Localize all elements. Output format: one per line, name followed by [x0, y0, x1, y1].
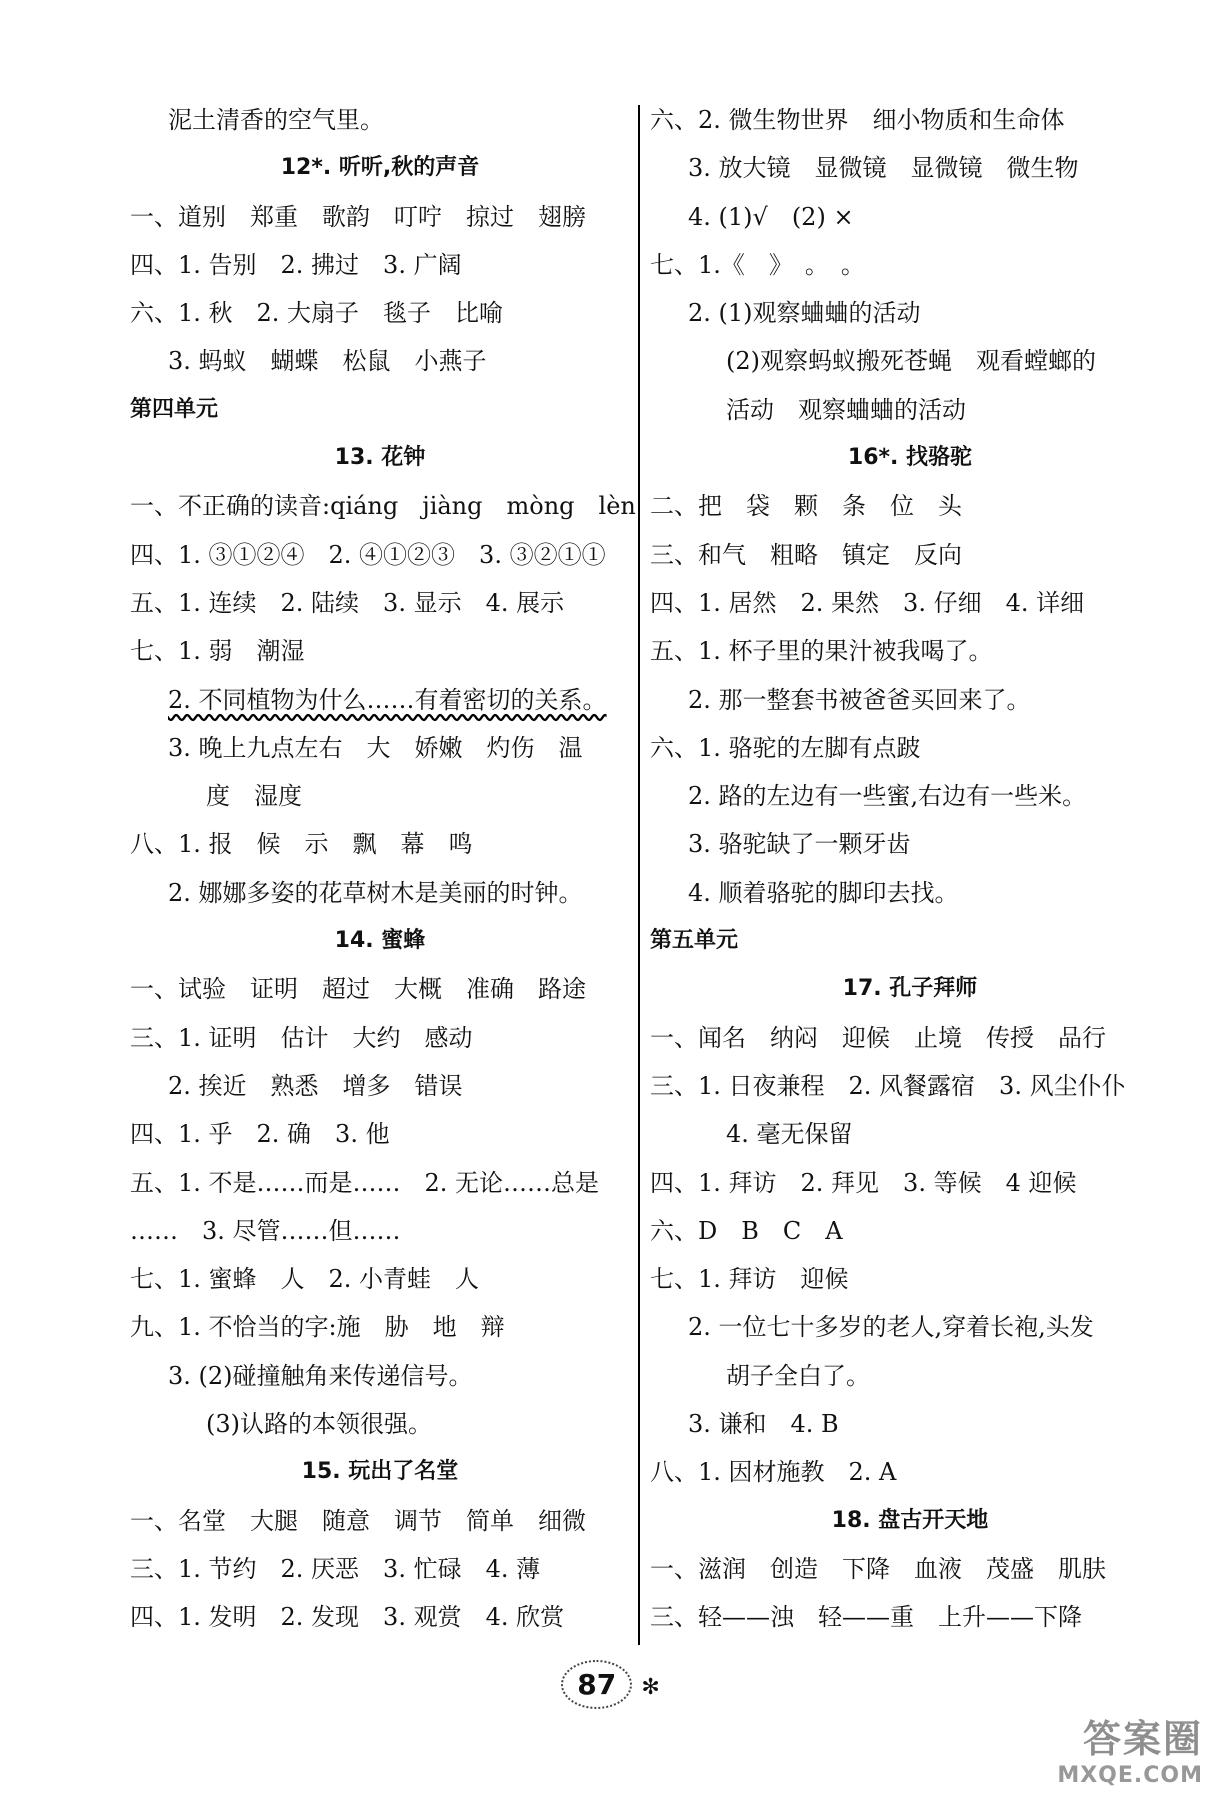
unit-heading: 第四单元 — [130, 396, 219, 422]
answer-line: 八、1. 报 候 示 飘 幕 鸣 — [130, 830, 473, 859]
answer-line: 七、1. 弱 潮湿 — [130, 637, 305, 666]
lesson-title: 14. 蜜蜂 — [334, 928, 426, 954]
lesson-title: 18. 盘古开天地 — [831, 1507, 989, 1533]
lesson-title: 15. 玩出了名堂 — [301, 1459, 459, 1485]
answer-line: 一、道别 郑重 歌韵 叮咛 掠过 翅膀 — [130, 202, 586, 231]
answer-line: 七、1. 拜访 迎候 — [650, 1265, 849, 1294]
watermark — [1057, 1708, 1203, 1788]
answer-line: 三、和气 粗略 镇定 反向 — [650, 540, 962, 569]
answer-line: 五、1. 不是……而是…… 2. 无论……总是 — [130, 1168, 600, 1197]
answer-line: 三、1. 证明 估计 大约 感动 — [130, 1023, 473, 1052]
answer-line: 四、1. 居然 2. 果然 3. 仔细 4. 详细 — [650, 588, 1085, 617]
answer-line: 六、1. 骆驼的左脚有点跛 — [650, 733, 921, 762]
answer-line: 2. 不同植物为什么……有着密切的关系。 — [168, 685, 607, 714]
lesson-title: 12*. 听听,秋的声音 — [280, 155, 480, 181]
answer-line: 3. (2)碰撞触角来传递信号。 — [168, 1361, 473, 1390]
answer-line: 六、D B C A — [650, 1216, 843, 1245]
answer-line: 四、1. ③①②④ 2. ④①②③ 3. ③②①① — [130, 540, 606, 569]
answer-line: 3. 蚂蚁 蝴蝶 松鼠 小燕子 — [168, 347, 487, 376]
watermark-logo-text: 答案圈 — [1082, 1717, 1203, 1761]
answer-line: 2. 娜娜多姿的花草树木是美丽的时钟。 — [168, 878, 583, 907]
answer-line: 七、1. 蜜蜂 人 2. 小青蛙 人 — [130, 1265, 480, 1294]
answer-line: 胡子全白了。 — [726, 1361, 870, 1390]
answer-line: 一、试验 证明 超过 大概 准确 路途 — [130, 975, 586, 1004]
answer-line: 四、1. 乎 2. 确 3. 他 — [130, 1120, 390, 1149]
answer-line: 五、1. 杯子里的果汁被我喝了。 — [650, 637, 993, 666]
answer-line: 九、1. 不恰当的字:施 胁 地 辩 — [130, 1313, 505, 1342]
answer-line: 2. 挨近 熟悉 增多 错误 — [168, 1071, 463, 1100]
answer-line: 2. 一位七十多岁的老人,穿着长袍,头发 — [688, 1313, 1094, 1342]
answer-line: 一、滋润 创造 下降 血液 茂盛 肌肤 — [650, 1554, 1106, 1583]
answer-line: 三、1. 日夜兼程 2. 风餐露宿 3. 风尘仆仆 — [650, 1071, 1126, 1100]
answer-line: 3. 谦和 4. B — [688, 1410, 839, 1439]
answer-line: 六、2. 微生物世界 细小物质和生命体 — [650, 106, 1065, 134]
answer-line: 三、1. 节约 2. 厌恶 3. 忙碌 4. 薄 — [130, 1554, 541, 1583]
answer-line: 一、名堂 大腿 随意 调节 简单 细微 — [130, 1506, 586, 1535]
answer-line: 六、1. 秋 2. 大扇子 毯子 比喻 — [130, 299, 504, 328]
answer-line: 2. (1)观察蛐蛐的活动 — [688, 299, 921, 328]
answer-line: 3. 晚上九点左右 大 娇嫩 灼伤 温 — [168, 733, 583, 762]
answer-line: 4. 毫无保留 — [726, 1120, 853, 1149]
answer-line: 七、1.《 》 。 。 — [650, 250, 865, 279]
flower-icon: ✻ — [641, 1675, 660, 1700]
column-divider — [638, 105, 640, 1645]
answer-line: 二、把 袋 颗 条 位 头 — [650, 492, 962, 521]
answer-line: 3. 骆驼缺了一颗牙齿 — [688, 830, 911, 859]
page-number — [561, 1660, 632, 1709]
answer-line: 4. 顺着骆驼的脚印去找。 — [688, 878, 959, 907]
answer-line: 五、1. 连续 2. 陆续 3. 显示 4. 展示 — [130, 588, 565, 617]
left-column — [130, 96, 636, 1642]
answer-line: 四、1. 告别 2. 拂过 3. 广阔 — [130, 250, 462, 279]
answer-line: (2)观察蚂蚁搬死苍蝇 观看螳螂的 — [726, 347, 1096, 376]
page-number-text: 87 — [577, 1668, 617, 1701]
answer-line: 3. 放大镜 显微镜 显微镜 微生物 — [688, 154, 1079, 183]
answer-line: 4. (1)√ (2) × — [688, 202, 854, 231]
answer-line: 三、轻——浊 轻——重 上升——下降 — [650, 1603, 1082, 1632]
answer-line: …… 3. 尽管……但…… — [130, 1216, 401, 1245]
answer-line: 四、1. 发明 2. 发现 3. 观赏 4. 欣赏 — [130, 1603, 565, 1632]
answer-line: 四、1. 拜访 2. 拜见 3. 等候 4 迎候 — [650, 1168, 1077, 1197]
page-footer — [0, 1660, 1221, 1709]
lesson-title: 17. 孔子拜师 — [842, 976, 978, 1002]
answer-line: 泥土清香的空气里。 — [168, 106, 384, 134]
answer-line: 2. 路的左边有一些蜜,右边有一些米。 — [688, 782, 1087, 811]
answer-line: 一、闻名 纳闷 迎候 止境 传授 品行 — [650, 1023, 1106, 1052]
answer-line: 度 湿度 — [206, 782, 302, 811]
answer-line: 2. 那一整套书被爸爸买回来了。 — [688, 685, 1031, 714]
answer-line: 一、不正确的读音:qiáng jiàng mòng lèn — [130, 492, 636, 521]
answer-line: 八、1. 因材施教 2. A — [650, 1458, 897, 1487]
lesson-title: 16*. 找骆驼 — [847, 445, 973, 471]
right-column — [650, 96, 1170, 1642]
answer-line: 活动 观察蛐蛐的活动 — [726, 395, 966, 424]
lesson-title: 13. 花钟 — [334, 445, 426, 471]
answer-line: (3)认路的本领很强。 — [206, 1410, 432, 1439]
unit-heading: 第五单元 — [650, 928, 739, 954]
watermark-url: MXQE.COM — [1057, 1763, 1203, 1788]
